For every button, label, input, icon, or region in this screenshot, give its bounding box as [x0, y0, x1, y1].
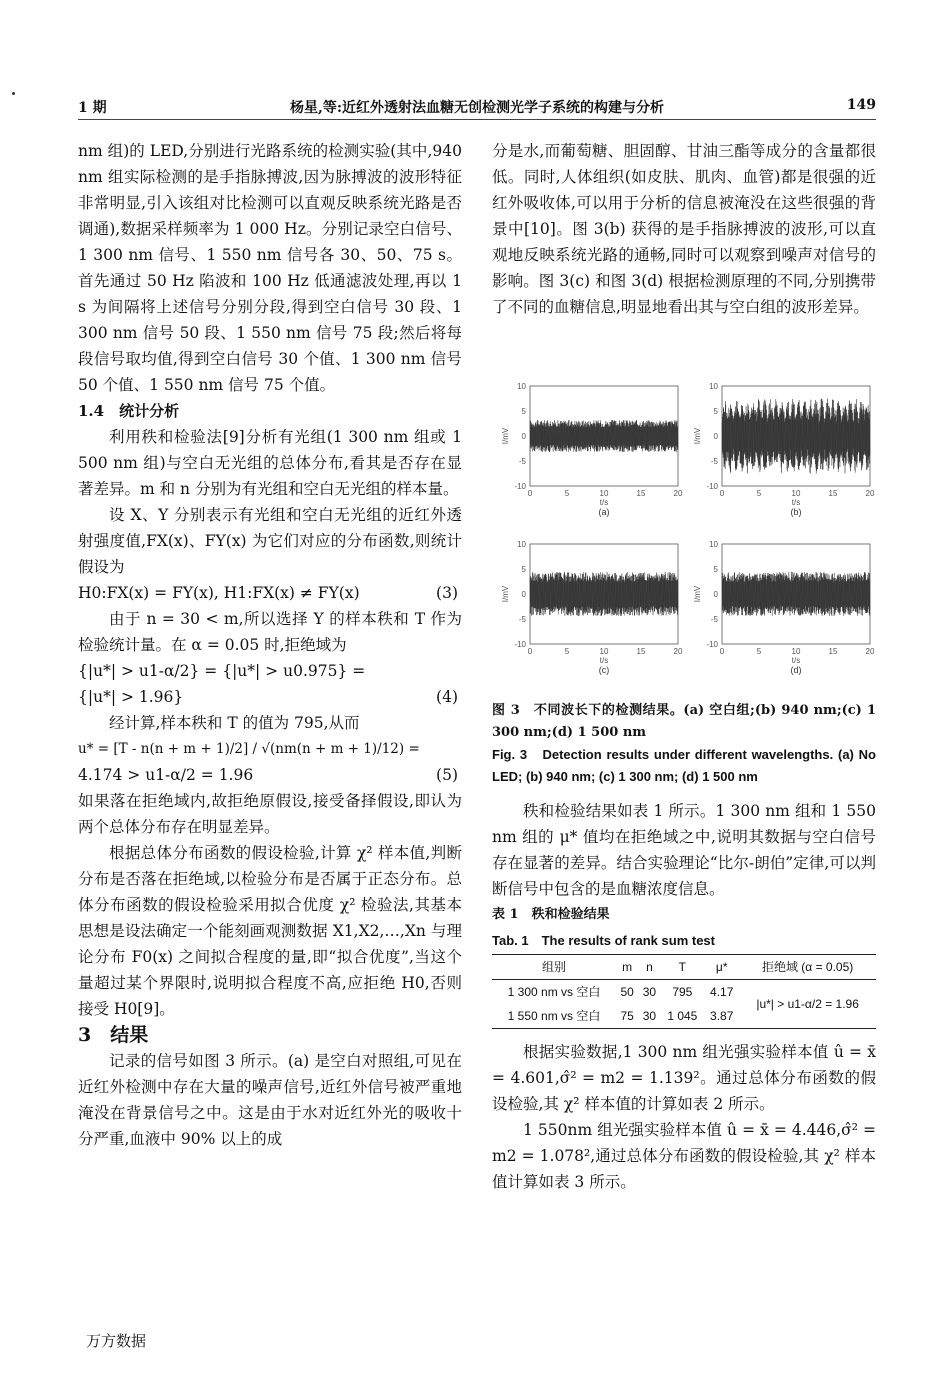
equation-number: (4)	[436, 688, 458, 706]
y-tick-label: -10	[514, 482, 526, 491]
table-cell: 1 300 nm vs 空白	[507, 985, 601, 999]
panel-label: (b)	[790, 507, 802, 517]
col-header: T	[678, 960, 687, 974]
x-tick-label: 0	[719, 647, 725, 656]
x-tick-label: 5	[756, 647, 762, 656]
figure-3	[492, 372, 874, 690]
col-header: m	[622, 960, 633, 974]
y-axis-label: I/mV	[693, 427, 702, 445]
figure-caption-en: Fig. 3 Detection results under different wavelengths. (a) No LED; (b) 940 nm; (c) 1 300 nm; (d) 1 500 nm	[492, 747, 876, 784]
x-axis-label: t/s	[599, 656, 609, 665]
table-cell: 1 045	[667, 1009, 698, 1023]
y-tick-label: 5	[713, 407, 718, 416]
x-tick-label: 0	[527, 647, 533, 656]
y-tick-label: 0	[521, 432, 526, 441]
table-caption-cn: 表 1 秩和检验结果	[492, 907, 610, 922]
equation-number: (5)	[436, 766, 458, 784]
paragraph: nm 组)的 LED,分别进行光路系统的检测实验(其中,940 nm 组实际检测的是手指脉搏波,因为脉搏波的波形特征非常明显,引入该组对比检测可以直观反映系统光路是否调通),数据采样频率为 1 000 Hz。分别记录空白信号、1 300 nm 信号、1 550 nm 信号各 30、50、75 s。首先通过 50 Hz 陷波和 100 Hz 低通滤波处理,再以 1 s 为间隔将上述信号分别分段,得到空白信号 30 段、1 300 nm 信号 50 段、1 550 nm 信号 75 段;然后将每段信号取均值,得到空白信号 30 个值、1 300 nm 信号 50 个值、1 550 nm 信号 75 个值。	[78, 142, 462, 394]
y-axis-label: I/mV	[501, 585, 510, 603]
x-tick-label: 10	[791, 489, 801, 498]
x-axis-label: t/s	[791, 498, 801, 507]
y-tick-label: -10	[514, 640, 526, 649]
scan-dot	[12, 92, 15, 95]
panel-label: (a)	[598, 507, 610, 517]
section-heading-1-4: 1.4 统计分析	[78, 402, 180, 420]
table-row	[492, 980, 876, 1005]
col-header: n	[646, 960, 653, 974]
y-tick-label: 10	[709, 540, 718, 549]
running-title: 杨星,等:近红外透射法血糖无创检测光学子系统的构建与分析	[289, 100, 665, 116]
x-tick-label: 20	[865, 647, 874, 656]
y-axis-label: I/mV	[501, 427, 510, 445]
panel-label: (d)	[790, 665, 802, 675]
x-tick-label: 5	[564, 647, 570, 656]
table-caption-en: Tab. 1 The results of rank sum test	[492, 933, 715, 948]
running-header	[78, 95, 876, 120]
table-cell: 1 550 nm vs 空白	[507, 1009, 601, 1023]
right-column-bottom	[492, 700, 876, 1195]
y-tick-label: 10	[517, 540, 526, 549]
table-cell: 30	[642, 1009, 657, 1023]
panel-label: (c)	[598, 665, 610, 675]
paragraph: 秩和检验结果如表 1 所示。1 300 nm 组和 1 550 nm 组的 μ* 值均在拒绝域之中,说明其数据与空白信号存在显著的差异。结合实验理论“比尔-朗伯”定律,可以判断信号中包含的是血糖浓度信息。	[492, 802, 876, 898]
left-column	[78, 138, 462, 1152]
figure-3-plots	[492, 372, 874, 690]
x-tick-label: 20	[673, 489, 683, 498]
table-cell: 50	[620, 985, 634, 999]
x-tick-label: 10	[599, 489, 609, 498]
paragraph: 设 X、Y 分别表示有光组和空白无光组的近红外透射强度值,FX(x)、FY(x) 为它们对应的分布函数,则统计假设为	[78, 506, 462, 576]
x-axis-label: t/s	[791, 656, 801, 665]
x-tick-label: 0	[527, 489, 533, 498]
paragraph: 由于 n = 30 < m,所以选择 Y 的样本秩和 T 作为检验统计量。在 α = 0.05 时,拒绝域为	[78, 610, 462, 654]
paragraph: 如果落在拒绝域内,故拒绝原假设,接受备择假设,即认为两个总体分布存在明显差异。	[78, 792, 462, 836]
y-axis-label: I/mV	[693, 585, 702, 603]
equation-3: H0:FX(x) = FY(x), H1:FX(x) ≠ FY(x) (3)	[78, 580, 462, 606]
paragraph: 1 550nm 组光强实验样本值 û = x̄ = 4.446,σ̂² = m2 = 1.078²,通过总体分布函数的假设检验,其 χ² 样本值计算如表 3 所示。	[492, 1121, 876, 1191]
y-tick-label: -10	[706, 482, 718, 491]
table-header-row	[492, 955, 876, 980]
table-cell: 4.17	[710, 985, 734, 999]
x-tick-label: 15	[636, 489, 646, 498]
y-tick-label: -10	[706, 640, 718, 649]
equation-number: (3)	[436, 584, 458, 602]
col-header: 拒绝域 (α = 0.05)	[761, 960, 854, 974]
x-tick-label: 5	[756, 489, 762, 498]
table-cell: 30	[642, 985, 657, 999]
table-1	[492, 954, 876, 1029]
table-cell: |u*| > u1-α/2 = 1.96	[756, 997, 859, 1011]
col-header: 组别	[542, 960, 567, 974]
table-cell: 3.87	[710, 1009, 734, 1023]
right-column-top	[492, 138, 876, 320]
y-tick-label: 5	[713, 565, 718, 574]
y-tick-label: -5	[518, 615, 526, 624]
y-tick-label: 5	[521, 407, 526, 416]
equation-4: {|u*| > u1-α/2} = {|u*| > u0.975} = {|u*| > 1.96} (4)	[78, 658, 462, 710]
paragraph: 经计算,样本秩和 T 的值为 795,从而	[109, 714, 360, 732]
paragraph: 分是水,而葡萄糖、胆固醇、甘油三酯等成分的含量都很低。同时,人体组织(如皮肤、肌肉、血管)都是很强的近红外吸收体,可以用于分析的信息被淹没在这些很强的背景中[10]。图 3(b) 获得的是手指脉搏波的波形,可以直观地反映系统光路的通畅,同时可以观察到噪声对信号的影响。图 3(c) 和图 3(d) 根据检测原理的不同,分别携带了不同的血糖信息,明显地看出其与空白组的波形差异。	[492, 142, 876, 316]
paragraph: 记录的信号如图 3 所示。(a) 是空白对照组,可见在近红外检测中存在大量的噪声信号,近红外信号被严重地淹没在背景信号之中。这是由于水对近红外光的吸收十分严重,血液中 90% 以上的成	[78, 1052, 462, 1148]
page-number: 149	[846, 97, 876, 113]
x-tick-label: 0	[719, 489, 725, 498]
x-tick-label: 20	[865, 489, 874, 498]
x-tick-label: 10	[599, 647, 609, 656]
y-tick-label: 0	[521, 590, 526, 599]
paragraph: 根据实验数据,1 300 nm 组光强实验样本值 û = x̄ = 4.601,σ̂² = m2 = 1.139²。通过总体分布函数的假设检验,其 χ² 样本值的计算如表 2 所示。	[492, 1043, 876, 1113]
y-tick-label: 10	[709, 382, 718, 391]
x-tick-label: 15	[636, 647, 646, 656]
y-tick-label: -5	[710, 615, 718, 624]
x-tick-label: 15	[828, 489, 838, 498]
y-tick-label: -5	[710, 457, 718, 466]
figure-caption-cn: 图 3 不同波长下的检测结果。(a) 空白组;(b) 940 nm;(c) 1 300 nm;(d) 1 500 nm	[492, 703, 876, 740]
issue-number: 1 期	[78, 100, 107, 116]
x-tick-label: 5	[564, 489, 570, 498]
x-tick-label: 10	[791, 647, 801, 656]
y-tick-label: 0	[713, 590, 718, 599]
paragraph: 根据总体分布函数的假设检验,计算 χ² 样本值,判断分布是否落在拒绝域,以检验分布是否属于正态分布。总体分布函数的假设检验采用拟合优度 χ² 检验法,其基本思想是设法确定一个能刻画观测数据 X1,X2,…,Xn 与理论分布 F0(x) 之间拟合程度的量,即“拟合优度”,当这个量超过某个界限时,说明拟合程度不高,应拒绝 H0,否则接受 H0[9]。	[78, 844, 462, 1018]
section-heading-3: 3 结果	[78, 1024, 149, 1046]
y-tick-label: -5	[518, 457, 526, 466]
table-cell: 795	[672, 985, 693, 999]
y-tick-label: 10	[517, 382, 526, 391]
footer-watermark: 万方数据	[86, 1332, 147, 1350]
x-tick-label: 15	[828, 647, 838, 656]
equation-5: u* = [T - n(n + m + 1)/2] / √(nm(n + m + 1)/12) = 4.174 > u1-α/2 = 1.96 (5)	[78, 736, 462, 788]
y-tick-label: 0	[713, 432, 718, 441]
col-header: μ*	[715, 960, 728, 974]
y-tick-label: 5	[521, 565, 526, 574]
paragraph: 利用秩和检验法[9]分析有光组(1 300 nm 组或 1 500 nm 组)与空白无光组的总体分布,看其是否存在显著差异。m 和 n 分别为有光组和空白无光组的样本量。	[78, 428, 462, 498]
x-axis-label: t/s	[599, 498, 609, 507]
x-tick-label: 20	[673, 647, 683, 656]
table-cell: 75	[620, 1009, 634, 1023]
